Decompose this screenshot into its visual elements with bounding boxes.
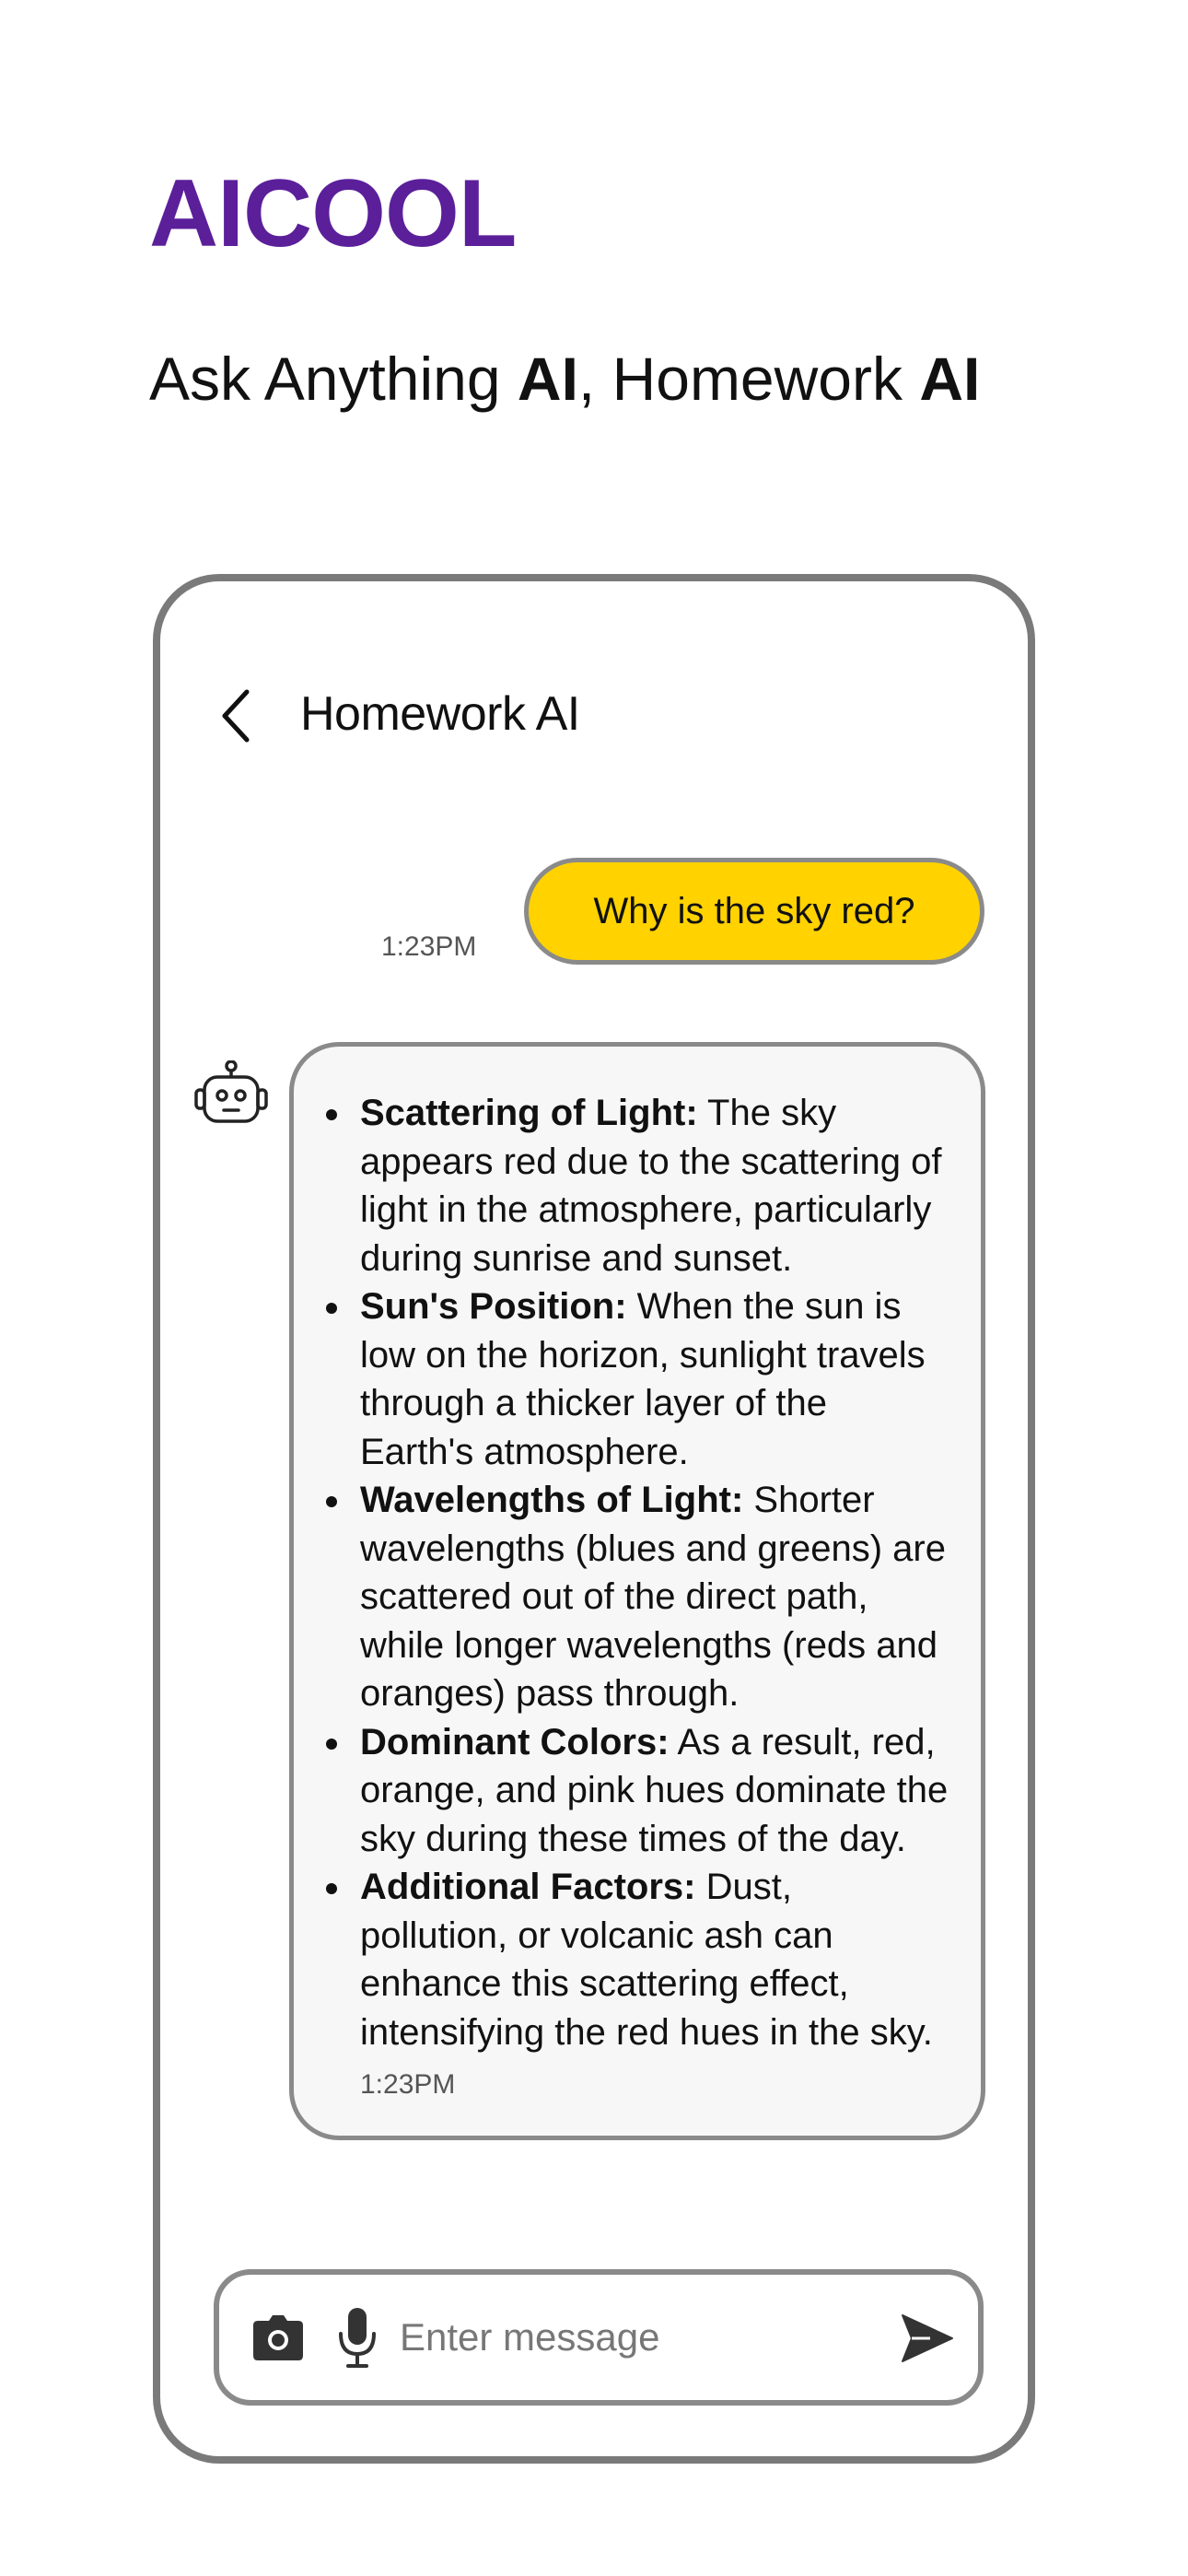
chevron-left-icon — [217, 688, 254, 744]
chat-header — [160, 673, 1028, 756]
list-item — [321, 1718, 949, 1864]
list-item-heading: Dominant Colors: — [360, 1721, 670, 1762]
tagline-part1: Ask Anything — [149, 345, 518, 413]
send-icon — [899, 2310, 956, 2367]
robot-icon — [193, 1060, 269, 1127]
message-input[interactable] — [400, 2302, 833, 2372]
microphone-icon — [337, 2306, 378, 2369]
list-item — [321, 1476, 949, 1718]
send-button[interactable] — [899, 2310, 956, 2367]
list-item-text: Shorter wavelengths (blues and greens) are scattered out of the direct path, while longer wavelengths (reds and oranges) pass through. — [360, 1480, 946, 1714]
list-item-heading: Sun's Position: — [360, 1286, 627, 1327]
bot-message-bubble — [289, 1042, 985, 2140]
message-composer — [214, 2269, 984, 2406]
list-item — [321, 1089, 949, 1282]
back-button[interactable] — [208, 686, 263, 745]
camera-button[interactable] — [250, 2310, 306, 2365]
tagline-bold1: AI — [517, 345, 578, 413]
camera-icon — [250, 2310, 306, 2365]
microphone-button[interactable] — [337, 2306, 378, 2369]
list-item-heading: Scattering of Light: — [360, 1093, 698, 1133]
list-item-text: The sky appears red due to the scattering of light in the atmosphere, particularly during sunrise and sunset. — [360, 1093, 942, 1279]
bot-answer-list — [321, 1089, 949, 2056]
list-item-heading: Wavelengths of Light: — [360, 1480, 744, 1520]
tagline-bold2: AI — [919, 345, 981, 413]
chat-title: Homework AI — [300, 687, 580, 741]
user-message-time: 1:23PM — [381, 931, 477, 962]
tagline — [149, 345, 981, 413]
phone-frame — [153, 574, 1035, 2464]
user-message-bubble — [524, 858, 984, 965]
list-item-text: When the sun is low on the horizon, sunlight travels through a thicker layer of the Earth's atmosphere. — [360, 1286, 926, 1472]
list-item-text: Dust, pollution, or volcanic ash can enhance this scattering effect, intensifying the red hues in the sky. — [360, 1867, 933, 2053]
tagline-part2: , Homework — [577, 345, 920, 413]
list-item-heading: Additional Factors: — [360, 1867, 696, 1907]
list-item — [321, 1863, 949, 2056]
list-item — [321, 1282, 949, 1476]
user-message-text: Why is the sky red? — [593, 890, 915, 931]
list-item-text: As a result, red, orange, and pink hues dominate the sky during these times of the day. — [360, 1721, 949, 1859]
bot-message-time: 1:23PM — [360, 2069, 456, 2100]
brand-title: AICOOL — [149, 160, 517, 267]
